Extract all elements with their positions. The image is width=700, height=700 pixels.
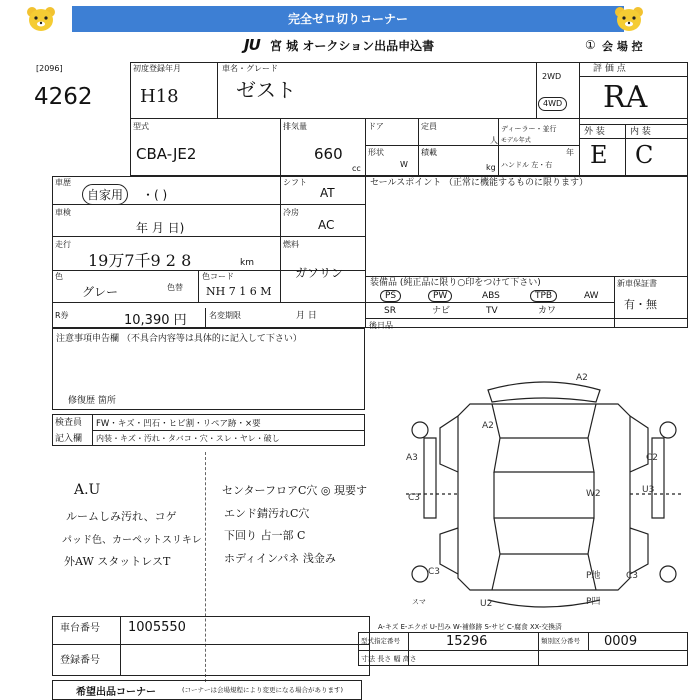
person-unit: 人	[490, 136, 498, 145]
color-label: 色	[55, 272, 63, 281]
banner-title: 完全ゼロ切りコーナー	[72, 6, 624, 32]
recycle-label: R券	[55, 311, 69, 320]
mileage-value: 19万7千9 2 8	[88, 251, 192, 270]
exterior-label: 外 装	[584, 127, 605, 137]
equipment-label: 装備品 (純正品に限り○印をつけて下さい)	[370, 278, 541, 288]
aircon-value: AC	[318, 218, 335, 232]
chassis-number-value: 1005550	[128, 620, 186, 635]
year-unit: 年	[566, 148, 574, 157]
exterior-grade: E	[590, 141, 608, 169]
equip-kawa: カワ	[538, 306, 557, 316]
handle-label: ハンドル 左・右	[501, 161, 553, 169]
brand-logo: JU	[244, 36, 260, 54]
mark-a3: A3	[406, 453, 418, 463]
sales-points-label: セールスポイント （正常に機能するものに限ります）	[370, 178, 589, 188]
color-value: グレー	[82, 285, 119, 299]
history-label: 車歴	[55, 178, 71, 187]
remark-left-1: A.U	[74, 482, 101, 498]
shape-label: 形状	[368, 148, 384, 157]
remark-right-2: エンド錆汚れC穴	[224, 507, 310, 520]
fuel-value: ガソリン	[295, 266, 344, 280]
equip-aw: AW	[584, 291, 599, 301]
inspector-label: 検査員	[55, 418, 83, 428]
remark-left-2: ルームしみ汚れ、コゲ	[66, 510, 177, 523]
displacement-value: 660	[314, 145, 343, 163]
remark-left-4: 外AW スタットレスT	[64, 555, 171, 568]
inspection-value: 年 月 日)	[136, 221, 185, 235]
score-label: 評 価 点	[593, 64, 626, 74]
mark-a2-top: A2	[576, 373, 588, 383]
car-name-label: 車名・グレード	[222, 64, 278, 73]
reg-year-label: 初度登録年月	[133, 64, 181, 73]
damage-legend: A-キズ E-エクボ U-凹み W-補修跡 S-サビ C-腐食 XX-交換済	[378, 623, 562, 631]
mark-sma: スマ	[412, 598, 426, 606]
model-designation-value: 15296	[446, 634, 488, 649]
interior-label: 内 装	[630, 127, 651, 137]
equip-ps: PS	[380, 290, 401, 302]
code-number: [2096]	[36, 64, 63, 73]
color-code-label: 色コード	[202, 272, 234, 281]
mark-w2: W2	[586, 489, 601, 499]
remark-right-4: ホディインパネ 浅金み	[224, 552, 336, 565]
load-label: 積載	[421, 148, 437, 157]
mark-u2: U2	[480, 599, 493, 609]
private-use-rest: ・( )	[142, 188, 168, 202]
chassis-number-label: 車台番号	[60, 623, 100, 634]
back-item-label: 後日品	[369, 321, 393, 330]
mileage-label: 走行	[55, 240, 71, 249]
shift-label: シフト	[283, 178, 307, 187]
model-year-label: モデル年式	[501, 137, 531, 144]
equip-tv: TV	[486, 306, 498, 316]
car-damage-diagram	[400, 368, 690, 618]
equip-tpb: TPB	[530, 290, 557, 302]
model-designation-label: 型式指定番号	[361, 637, 400, 645]
name-change-label: 名変期限	[209, 311, 241, 320]
inspection-label: 車検	[55, 208, 71, 217]
mark-p-bottom: P凹	[586, 597, 601, 607]
color-change-label: 色替	[167, 283, 183, 292]
lot-number: 4262	[34, 84, 93, 110]
remark-right-3: 下回り 占一部 C	[224, 529, 306, 542]
recycle-value: 10,390 円	[124, 313, 187, 328]
equip-sr: SR	[384, 306, 396, 316]
equip-navi: ナビ	[432, 306, 451, 316]
kg-unit: kg	[486, 163, 496, 172]
circled-number: ①	[585, 38, 596, 52]
warranty-value: 有・無	[624, 298, 657, 311]
2wd-label: 2WD	[542, 72, 562, 81]
name-change-date: 月 日	[296, 311, 317, 321]
wagon-value: W	[400, 160, 408, 169]
mark-c2: C2	[646, 453, 659, 463]
color-code-value: NH 7 1 6 M	[206, 285, 272, 298]
model-value: CBA-JE2	[136, 145, 197, 163]
dealer-label: ディーラー・並行	[501, 125, 557, 133]
mascot-bear-icon-left	[24, 4, 58, 34]
class-number-value: 0009	[604, 634, 638, 649]
remark-right-1: センターフロアC穴 ◎ 現要す	[222, 484, 368, 497]
new-warranty-label: 新車保証書	[617, 279, 657, 288]
repair-history-label: 修復歴 箇所	[68, 396, 116, 406]
shift-value: AT	[320, 186, 335, 200]
aircon-label: 冷房	[283, 208, 299, 217]
exterior-row: FW・キズ・凹石・ヒビ割・リペア跡・×要	[96, 419, 261, 429]
score-value: RA	[603, 80, 648, 115]
mark-c3-front-right: C3	[626, 571, 639, 581]
interior-grade: C	[635, 141, 654, 169]
mark-c3-left: C3	[408, 493, 421, 503]
mark-p-right: P地	[586, 571, 601, 581]
desired-corner-note: (コーナーは会場規程により変更になる場合があります)	[182, 686, 344, 694]
private-use-value: 自家用	[82, 184, 128, 205]
reg-year-value: H18	[140, 86, 179, 107]
4wd-label: 4WD	[538, 97, 567, 111]
interior-row: 内装・キズ・汚れ・タバコ・穴・スレ・ヤレ・破し	[96, 434, 280, 443]
capacity-label: 定員	[421, 122, 437, 131]
car-name-value: ゼスト	[236, 78, 296, 102]
door-label: ドア	[368, 122, 384, 131]
fuel-label: 燃料	[283, 240, 299, 249]
dimensions-label: 寸法 長さ 幅 高さ	[361, 655, 417, 663]
desired-corner-label: 希望出品コーナー	[76, 687, 156, 698]
equip-abs: ABS	[482, 291, 500, 301]
form-title: 宮 城 オークション出品申込書	[270, 39, 435, 53]
model-label: 型式	[133, 122, 149, 131]
class-number-label: 類別区分番号	[541, 637, 580, 645]
mark-c3-front-left: C3	[428, 567, 441, 577]
remark-left-3: パッド色、カーペットスリキレ	[62, 535, 202, 546]
displacement-label: 排気量	[283, 122, 307, 131]
equip-pw: PW	[428, 290, 452, 302]
mark-u3: U3	[642, 485, 655, 495]
record-label: 記入欄	[55, 434, 83, 444]
cc-unit: cc	[352, 164, 361, 173]
copy-label: 会 場 控	[602, 40, 643, 53]
notes-label: 注意事項申告欄 （不具合内容等は具体的に記入して下さい）	[56, 334, 302, 344]
mark-a2-roof: A2	[482, 421, 494, 431]
km-unit: km	[240, 258, 254, 268]
registration-number-label: 登録番号	[60, 655, 100, 666]
mascot-bear-icon-right	[612, 4, 646, 34]
